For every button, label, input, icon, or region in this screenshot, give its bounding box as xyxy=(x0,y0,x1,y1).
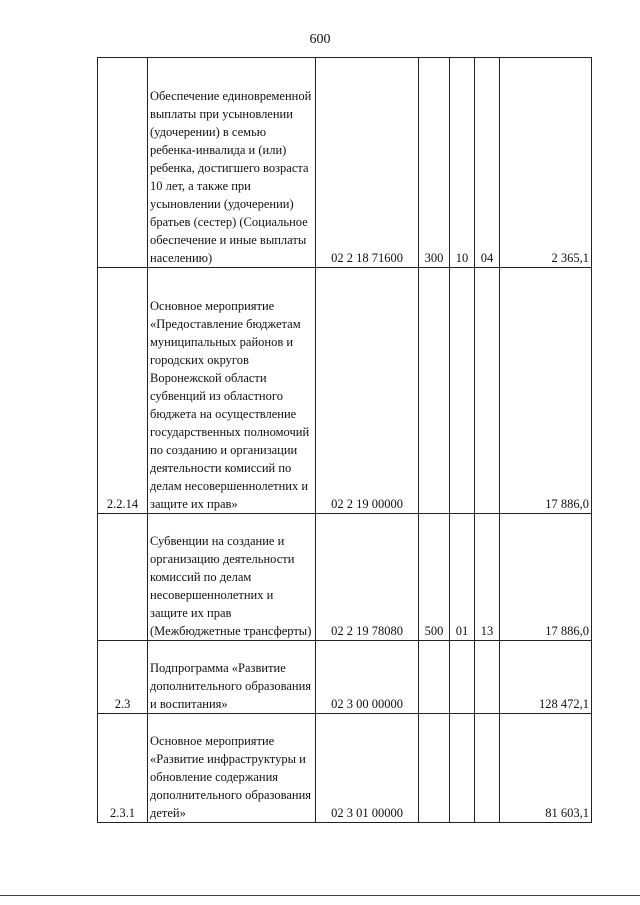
row-amount: 128 472,1 xyxy=(500,641,592,714)
row-name: Основное мероприятие «Предоставление бюджетам муниципальных районов и городских округов Воронежской области субвенций из областного бюджета на осуществление государственных полномочий по созданию и организации деятельности комиссий по делам несовершеннолетних и защите их прав» xyxy=(148,268,316,514)
row-subsection xyxy=(475,641,500,714)
row-number xyxy=(98,58,148,268)
table-row xyxy=(98,514,592,641)
row-number xyxy=(98,514,148,641)
row-section xyxy=(450,268,475,514)
row-name: Подпрограмма «Развитие дополнительного образования и воспитания» xyxy=(148,641,316,714)
row-name: Обеспечение единовременной выплаты при усыновлении (удочерении) в семью ребенка-инвалида и (или) ребенка, достигшего возраста 10 лет, а также при усыновлении (удочерении) братьев (сестер) (Социальное обеспечение и иные выплаты населению) xyxy=(148,58,316,268)
row-expense-type: 300 xyxy=(419,58,450,268)
row-number: 2.2.14 xyxy=(98,268,148,514)
row-expense-type xyxy=(419,268,450,514)
row-amount: 2 365,1 xyxy=(500,58,592,268)
budget-table xyxy=(97,57,592,823)
row-number: 2.3.1 xyxy=(98,714,148,823)
row-number: 2.3 xyxy=(98,641,148,714)
row-expense-type xyxy=(419,714,450,823)
row-amount: 81 603,1 xyxy=(500,714,592,823)
row-target-code: 02 2 19 78080 xyxy=(316,514,419,641)
row-subsection xyxy=(475,268,500,514)
row-target-code: 02 3 01 00000 xyxy=(316,714,419,823)
row-amount: 17 886,0 xyxy=(500,268,592,514)
row-target-code: 02 2 19 00000 xyxy=(316,268,419,514)
table-row xyxy=(98,714,592,823)
row-target-code: 02 2 18 71600 xyxy=(316,58,419,268)
row-section xyxy=(450,641,475,714)
row-subsection: 13 xyxy=(475,514,500,641)
table-row xyxy=(98,268,592,514)
row-name: Основное мероприятие «Развитие инфраструктуры и обновление содержания дополнительного образования детей» xyxy=(148,714,316,823)
row-target-code: 02 3 00 00000 xyxy=(316,641,419,714)
table-row xyxy=(98,641,592,714)
row-expense-type xyxy=(419,641,450,714)
row-section: 01 xyxy=(450,514,475,641)
row-section xyxy=(450,714,475,823)
row-name: Субвенции на создание и организацию деятельности комиссий по делам несовершеннолетних и защите их прав (Межбюджетные трансферты) xyxy=(148,514,316,641)
row-expense-type: 500 xyxy=(419,514,450,641)
page-number: 600 xyxy=(309,32,331,47)
table-row xyxy=(98,58,592,268)
bottom-rule xyxy=(0,895,640,896)
row-section: 10 xyxy=(450,58,475,268)
row-amount: 17 886,0 xyxy=(500,514,592,641)
row-subsection xyxy=(475,714,500,823)
row-subsection: 04 xyxy=(475,58,500,268)
